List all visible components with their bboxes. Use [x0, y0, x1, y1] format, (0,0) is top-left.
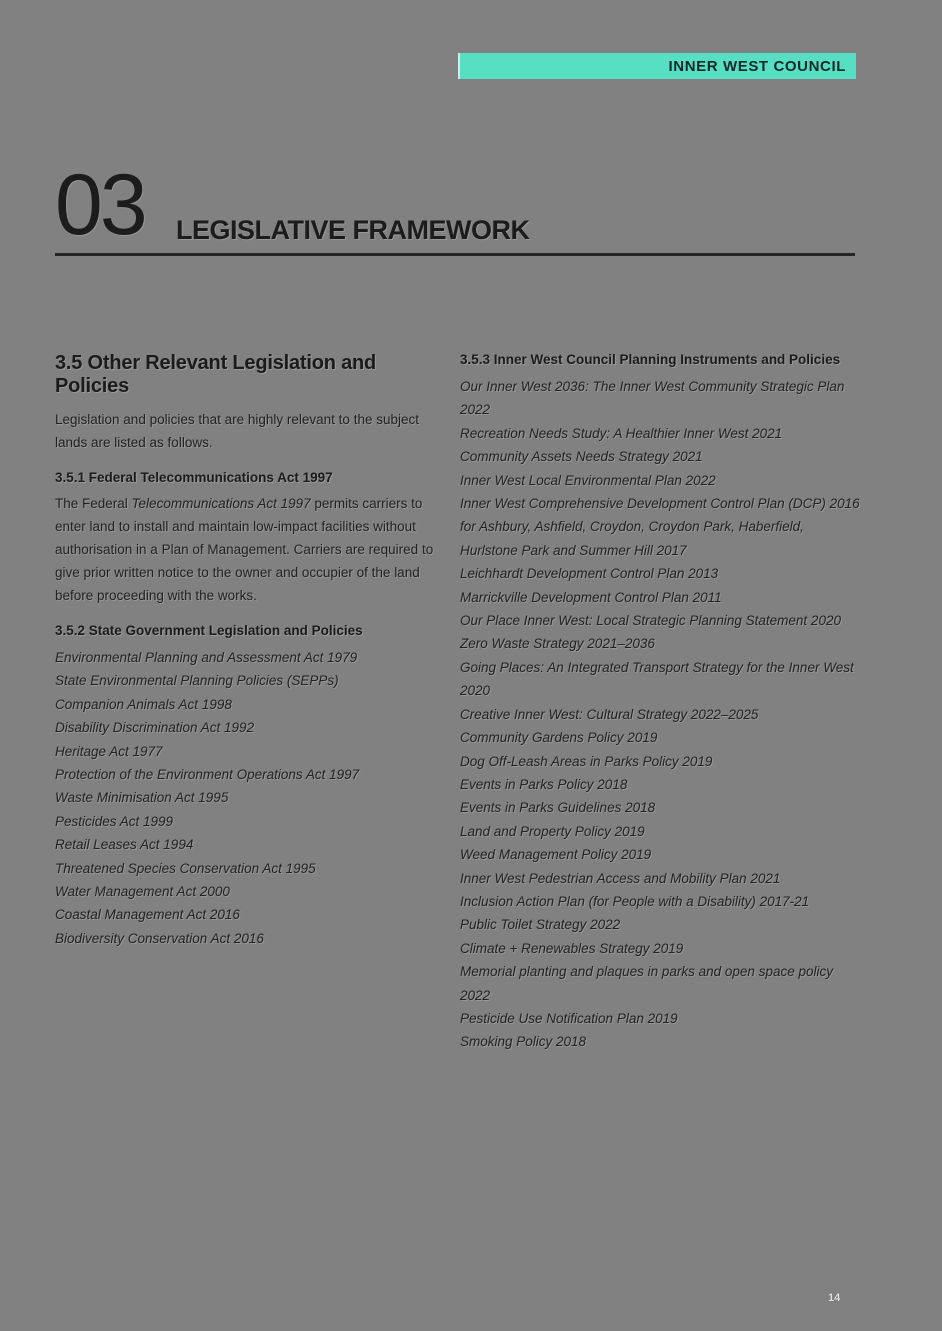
list-item: Pesticides Act 1999 — [55, 813, 174, 829]
list-item: Dog Off-Leash Areas in Parks Policy 2019 — [460, 753, 713, 769]
list-item: Inner West Comprehensive Development Control Plan (DCP) 2016 for Ashbury, Ashfield, Croydon, Croydon Park, Haberfield, Hurlstone Park and Summer Hill 2017 — [460, 496, 860, 558]
right-column — [460, 352, 860, 1054]
list-item: Events in Parks Policy 2018 — [460, 776, 628, 792]
list-item: Creative Inner West: Cultural Strategy 2022–2025 — [460, 706, 759, 722]
list-item: Companion Animals Act 1998 — [55, 696, 232, 712]
list-item: Marrickville Development Control Plan 2011 — [460, 589, 722, 605]
chapter-number: 03 — [55, 157, 145, 253]
list-item: Community Assets Needs Strategy 2021 — [460, 449, 703, 465]
list-item: Community Gardens Policy 2019 — [460, 730, 658, 746]
section-3-5-heading: 3.5 Other Relevant Legislation and Policies — [55, 352, 377, 397]
list-item: Retail Leases Act 1994 — [55, 837, 194, 853]
list-item: Inner West Local Environmental Plan 2022 — [460, 472, 716, 488]
page-number: 14 — [828, 1292, 841, 1304]
list-item: Environmental Planning and Assessment Act 1979 — [55, 650, 358, 665]
list-item: Water Management Act 2000 — [55, 884, 230, 900]
list-item: State Environmental Planning Policies (SEPPs) — [55, 673, 339, 689]
list-item: Weed Management Policy 2019 — [460, 847, 652, 863]
list-item: Our Inner West 2036: The Inner West Community Strategic Plan 2022 — [460, 379, 845, 418]
list-item: Protection of the Environment Operations Act 1997 — [55, 767, 360, 783]
chapter-title: LEGISLATIVE FRAMEWORK — [176, 215, 530, 245]
paragraph-text-prefix: The Federal — [55, 496, 132, 511]
section-3-5-intro: Legislation and policies that are highly relevant to the subject lands are listed as follows. — [55, 412, 419, 450]
list-item: Waste Minimisation Act 1995 — [55, 790, 229, 806]
list-item: Threatened Species Conservation Act 1995 — [55, 860, 316, 876]
list-item: Our Place Inner West: Local Strategic Planning Statement 2020 — [460, 613, 841, 629]
list-item: Zero Waste Strategy 2021–2036 — [460, 636, 655, 652]
paragraph-text-suffix: permits carriers to enter land to install and maintain low-impact facilities without authorisation in a Plan of Management. Carriers are required to give prior written notice to the owner and occupier of the land before proceeding with the works. — [55, 496, 434, 603]
section-3-5-3-heading: 3.5.3 Inner West Council Planning Instruments and Policies — [460, 352, 841, 367]
list-item: Memorial planting and plaques in parks and open space policy 2022 — [460, 964, 833, 1003]
list-item: Events in Parks Guidelines 2018 — [460, 800, 656, 816]
list-item: Pesticide Use Notification Plan 2019 — [460, 1010, 678, 1026]
list-item: Disability Discrimination Act 1992 — [55, 720, 255, 736]
council-header-banner — [458, 53, 856, 79]
council-policies-list — [460, 375, 860, 1054]
act-title-italic: Telecommunications Act 1997 — [131, 496, 311, 511]
list-item: Recreation Needs Study: A Healthier Inner West 2021 — [460, 425, 783, 441]
list-item: Land and Property Policy 2019 — [460, 823, 645, 839]
list-item: Inclusion Action Plan (for People with a Disability) 2017-21 — [460, 893, 810, 909]
list-item: Smoking Policy 2018 — [460, 1034, 587, 1050]
council-name-label: INNER WEST COUNCIL — [668, 57, 846, 75]
list-item: Heritage Act 1977 — [55, 743, 163, 759]
list-item: Coastal Management Act 2016 — [55, 907, 240, 923]
section-3-5-2-heading: 3.5.2 State Government Legislation and Policies — [55, 623, 363, 638]
section-3-5-1-heading: 3.5.1 Federal Telecommunications Act 1997 — [55, 470, 333, 485]
list-item: Biodiversity Conservation Act 2016 — [55, 930, 264, 946]
list-item: Inner West Pedestrian Access and Mobility Plan 2021 — [460, 870, 781, 886]
list-item: Leichhardt Development Control Plan 2013 — [460, 566, 719, 582]
section-3-5-1-paragraph — [55, 492, 447, 607]
chapter-divider-rule — [55, 253, 855, 256]
left-column — [55, 352, 447, 950]
list-item: Going Places: An Integrated Transport Strategy for the Inner West 2020 — [460, 659, 854, 699]
list-item: Climate + Renewables Strategy 2019 — [460, 940, 684, 956]
state-legislation-list — [55, 646, 447, 950]
list-item: Public Toilet Strategy 2022 — [460, 917, 621, 933]
